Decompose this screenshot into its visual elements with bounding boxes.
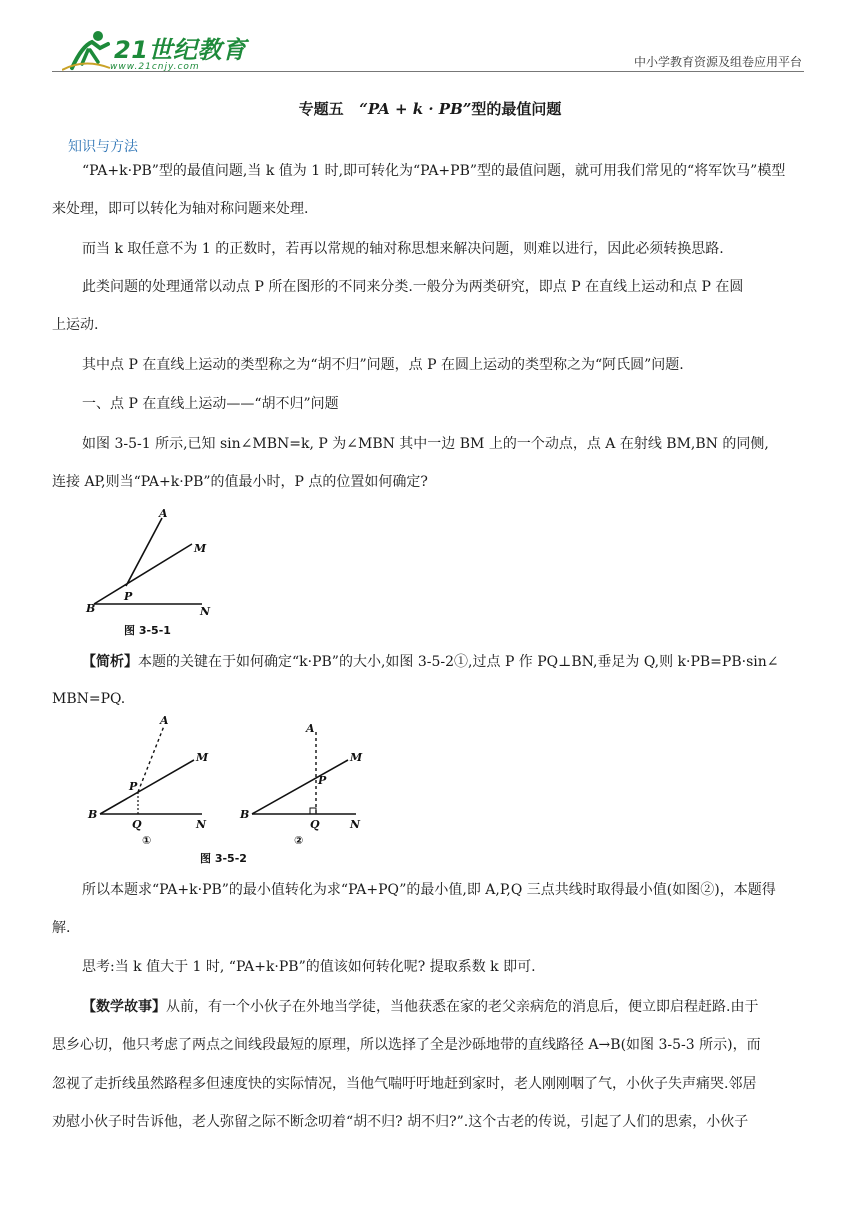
page-header xyxy=(0,0,860,80)
fig2-right-label-a: A xyxy=(306,722,315,735)
figure-3-5-2 xyxy=(84,712,384,868)
fig2-left-label-m: M xyxy=(196,751,209,764)
subsection-heading: 一、点 P 在直线上运动——“胡不归”问题 xyxy=(82,396,339,412)
story-line xyxy=(82,998,758,1016)
fig2-left-label-q: Q xyxy=(132,818,142,831)
fig2-right-label-q: Q xyxy=(310,818,320,831)
story-label: 【数学故事】 xyxy=(82,999,166,1015)
fig1-label-a: A xyxy=(159,507,168,520)
paragraph-line: 上运动. xyxy=(52,317,99,333)
paragraph-line: 忽视了走折线虽然路程多但速度快的实际情况，当他气喘吁吁地赶到家时，老人刚刚咽了气，小伙子失声痛哭.邻居 xyxy=(52,1076,757,1092)
fig2-left-label-a: A xyxy=(160,714,169,727)
page-title xyxy=(0,98,860,119)
header-platform-name: 中小学教育资源及组卷应用平台 xyxy=(633,55,802,69)
fig2-left-label-n: N xyxy=(196,818,207,831)
fig2-caption: 图 3-5-2 xyxy=(200,852,247,865)
paragraph-line: “PA+k·PB”型的最值问题,当 k 值为 1 时,即可转化为“PA+PB”型的最值问题，就可用我们常见的“将军饮马”模型 xyxy=(82,163,786,179)
paragraph-line: 其中点 P 在直线上运动的类型称之为“胡不归”问题，点 P 在圆上运动的类型称之为“阿氏圆”问题. xyxy=(82,357,684,373)
site-logo[interactable] xyxy=(62,28,247,74)
title-prefix: 专题五 xyxy=(298,100,344,118)
fig2-right-label-m: M xyxy=(350,751,363,764)
title-suffix: 型的最值问题 xyxy=(471,100,562,118)
analysis-text: 本题的关键在于如何确定“k·PB”的大小,如图 3-5-2①,过点 P 作 PQ⊥BN,垂足为 Q,则 k·PB=PB·sin∠ xyxy=(138,654,779,670)
paragraph-line: 连接 AP,则当“PA+k·PB”的值最小时，P 点的位置如何确定? xyxy=(52,474,428,490)
paragraph-line: 劝慰小伙子时告诉他，老人弥留之际不断念叨着“胡不归? 胡不归?”.这个古老的传说，引起了人们的思索，小伙子 xyxy=(52,1114,749,1130)
fig2-left-label-b: B xyxy=(88,808,98,821)
fig1-caption: 图 3-5-1 xyxy=(124,624,171,637)
section-heading: 知识与方法 xyxy=(68,139,138,155)
fig1-label-b: B xyxy=(86,602,96,615)
fig2-right-label-b: B xyxy=(240,808,250,821)
fig2-right-number: ② xyxy=(294,834,304,847)
paragraph-line: 如图 3-5-1 所示,已知 sin∠MBN=k, P 为∠MBN 其中一边 BM 上的一个动点，点 A 在射线 BM,BN 的同侧, xyxy=(82,436,769,452)
header-divider xyxy=(52,71,804,72)
paragraph-line: 思考:当 k 值大于 1 时, “PA+k·PB”的值该如何转化呢? 提取系数 k 即可. xyxy=(82,959,536,975)
paragraph-line: 此类问题的处理通常以动点 P 所在图形的不同来分类.一般分为两类研究，即点 P 在直线上运动和点 P 在圆 xyxy=(82,279,744,295)
paragraph-line: 来处理，即可以转化为轴对称问题来处理. xyxy=(52,201,309,217)
title-formula: “PA + k · PB” xyxy=(359,100,472,118)
analysis-label: 【简析】 xyxy=(82,654,138,670)
paragraph-line: MBN=PQ. xyxy=(52,691,126,707)
paragraph-line: 而当 k 取任意不为 1 的正数时，若再以常规的轴对称思想来解决问题，则难以进行，因此必须转换思路. xyxy=(82,241,724,257)
logo-url: www.21cnjy.com xyxy=(110,62,200,72)
fig2-right-label-n: N xyxy=(350,818,361,831)
fig2-left-number: ① xyxy=(142,834,152,847)
logo-text: 21世纪教育 xyxy=(114,36,247,64)
story-text: 从前，有一个小伙子在外地当学徒，当他获悉在家的老父亲病危的消息后，便立即启程赶路.由于 xyxy=(166,999,759,1015)
fig1-label-p: P xyxy=(124,590,133,603)
fig1-label-n: N xyxy=(200,605,211,618)
fig2-left-label-p: P xyxy=(129,780,138,793)
fig1-label-m: M xyxy=(194,542,207,555)
figure-3-5-1 xyxy=(84,506,224,640)
paragraph-line: 解. xyxy=(52,920,71,936)
fig2-right-label-p: P xyxy=(318,774,327,787)
runner-logo-icon xyxy=(62,28,112,72)
paragraph-line: 所以本题求“PA+k·PB”的最小值转化为求“PA+PQ”的最小值,即 A,P,Q 三点共线时取得最小值(如图②)，本题得 xyxy=(82,882,776,898)
paragraph-line: 思乡心切，他只考虑了两点之间线段最短的原理，所以选择了全是沙砾地带的直线路径 A→B(如图 3-5-3 所示)，而 xyxy=(52,1037,761,1053)
analysis-line xyxy=(82,653,779,671)
